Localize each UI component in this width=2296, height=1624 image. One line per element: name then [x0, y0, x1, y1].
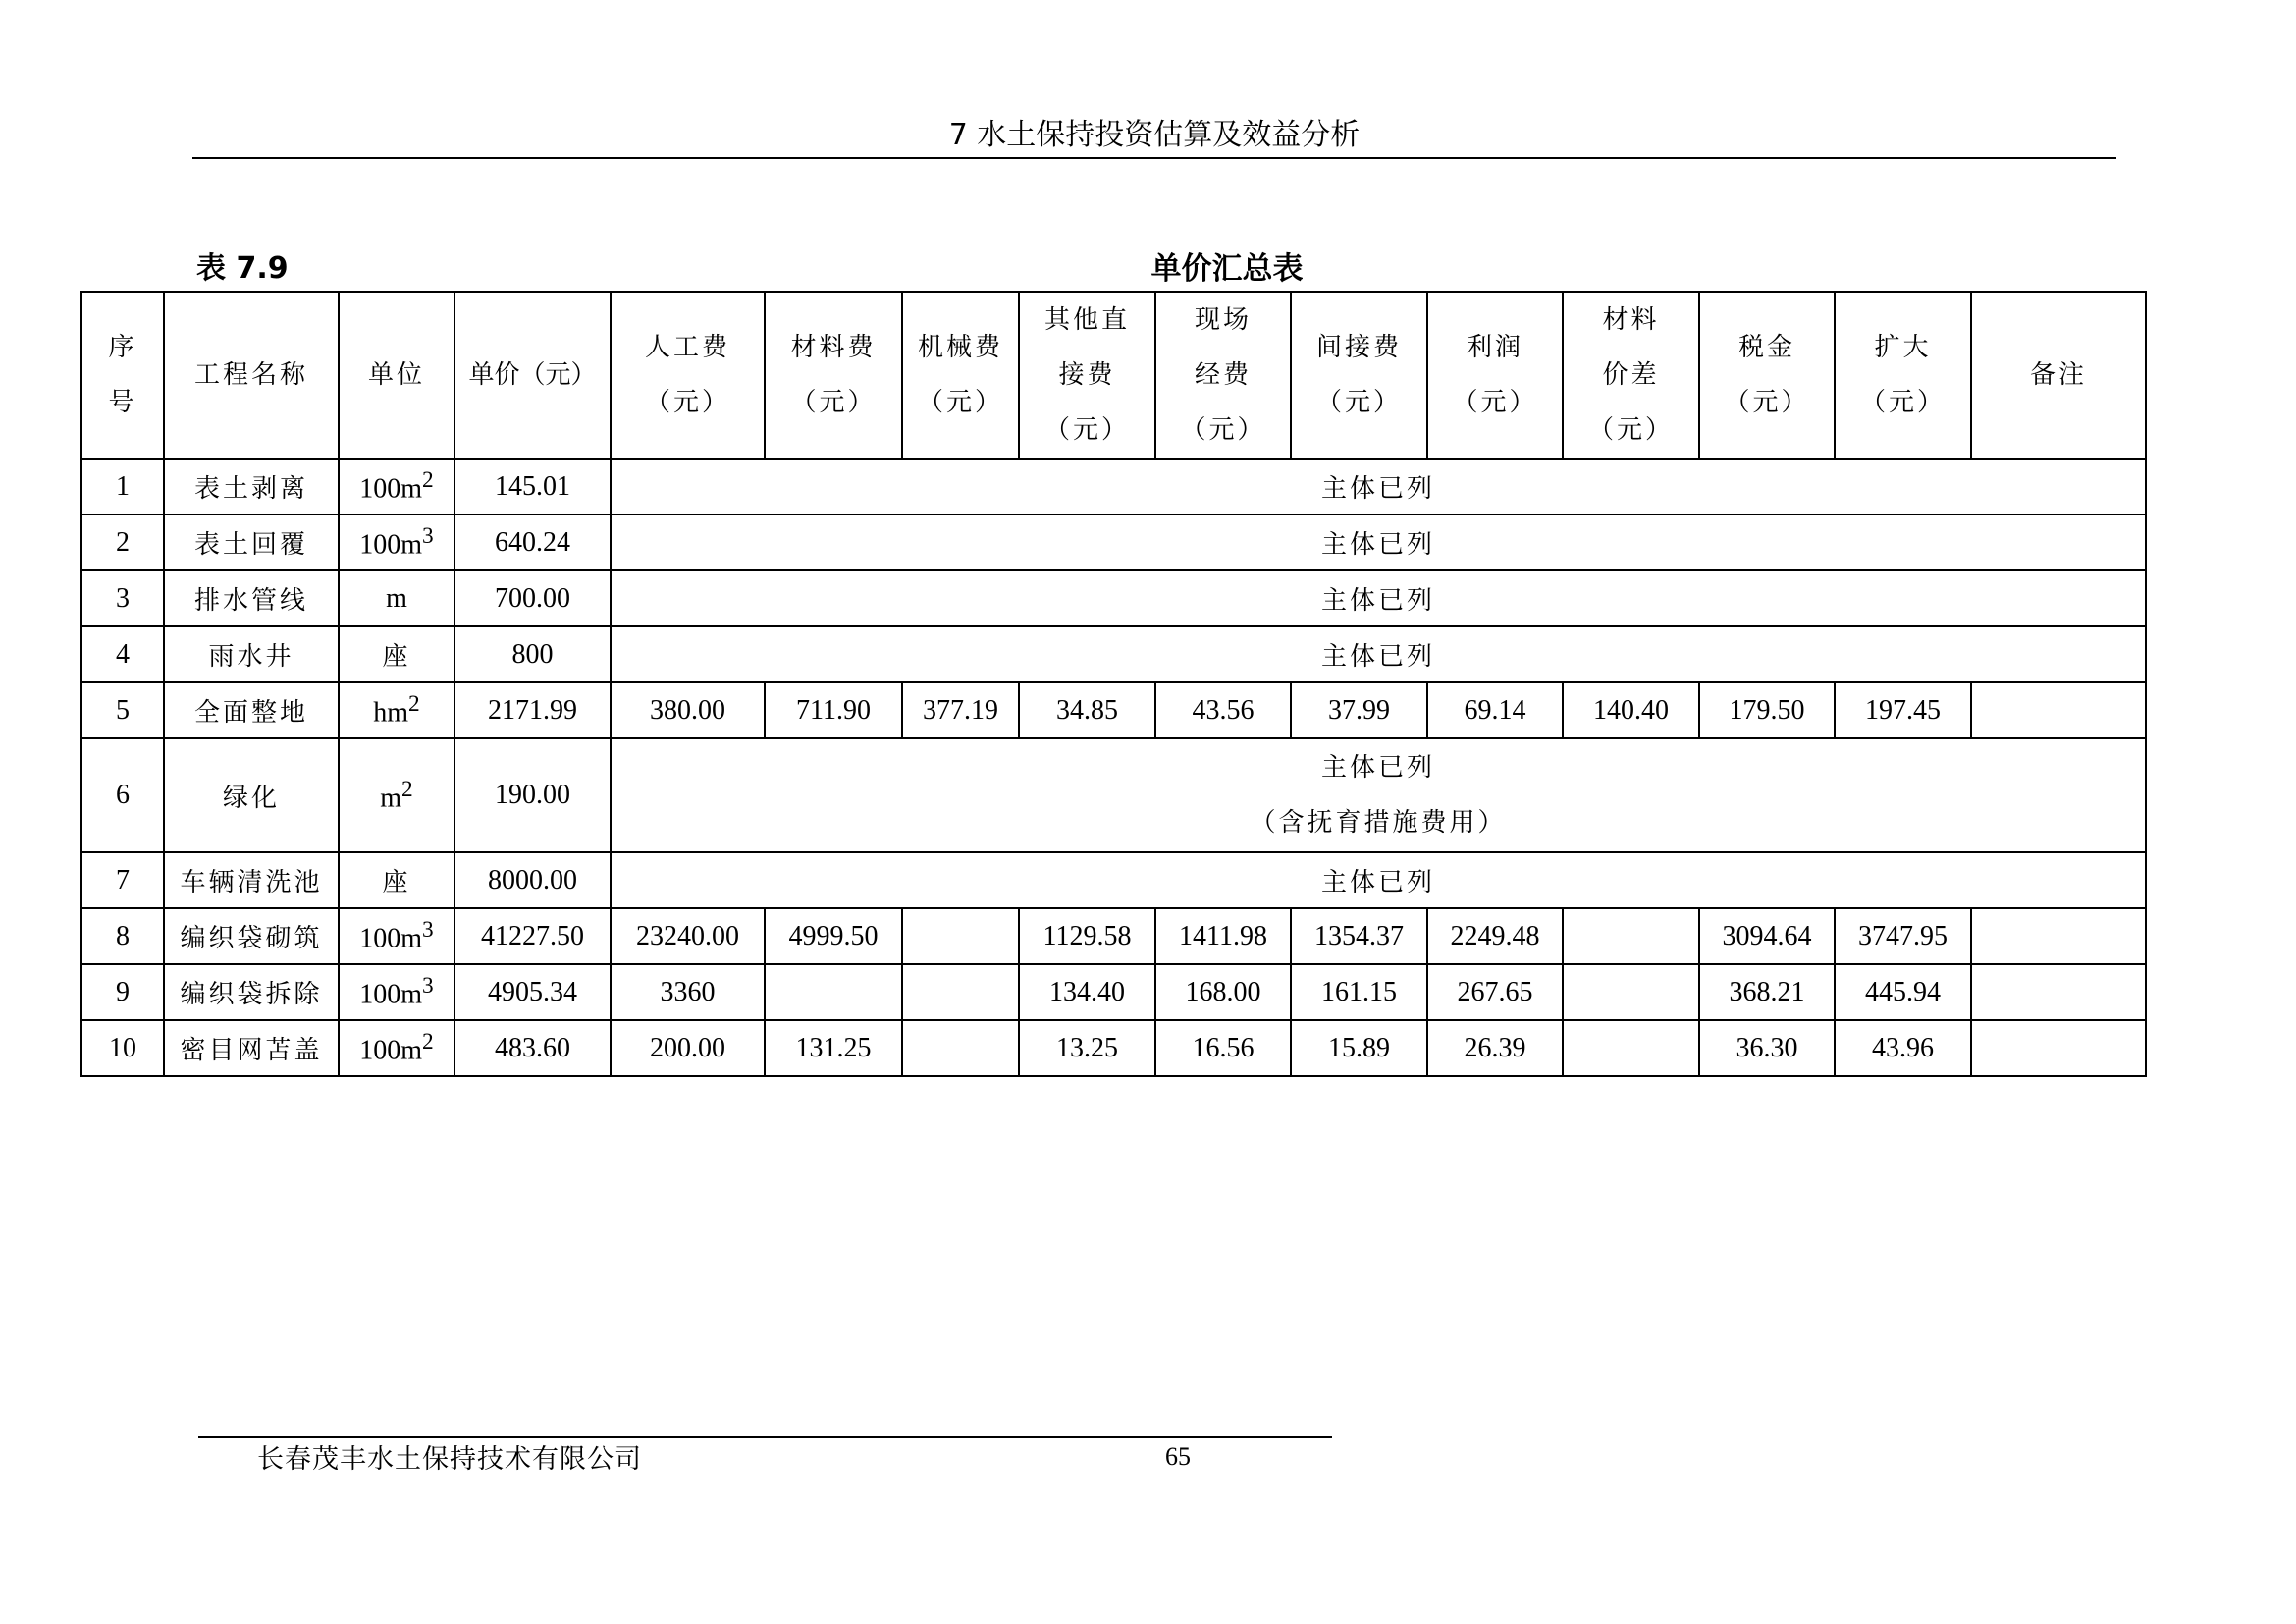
profit: 267.65: [1427, 964, 1563, 1020]
header-cell: 扩大 （元）: [1835, 292, 1971, 459]
other-direct-cost: 134.40: [1019, 964, 1155, 1020]
site-cost: 168.00: [1155, 964, 1291, 1020]
span-note: 主体已列: [611, 514, 2146, 570]
header-cell: 单位: [339, 292, 454, 459]
indirect-cost: 37.99: [1291, 682, 1427, 738]
row-number: 6: [81, 738, 164, 852]
material-cost: [765, 964, 902, 1020]
page-header-title: 7 水土保持投资估算及效益分析: [948, 118, 1361, 152]
indirect-cost: 161.15: [1291, 964, 1427, 1020]
header-cell: 其他直 接费 （元）: [1019, 292, 1155, 459]
project-name: 密目网苫盖: [164, 1020, 339, 1076]
header-cell: 材料 价差 （元）: [1563, 292, 1699, 459]
unit-price: 4905.34: [454, 964, 611, 1020]
unit-price: 145.01: [454, 459, 611, 514]
unit-cell: $100m^3$: [339, 514, 454, 570]
unit-cell: $100m^3$: [339, 908, 454, 964]
profit: 2249.48: [1427, 908, 1563, 964]
table-row: [81, 964, 2146, 1020]
tax: 179.50: [1699, 682, 1835, 738]
table-row: [81, 738, 2146, 852]
project-name: 编织袋砌筑: [164, 908, 339, 964]
span-note: 主体已列: [611, 626, 2146, 682]
header-cell: 机械费 （元）: [902, 292, 1019, 459]
machinery-cost: [902, 964, 1019, 1020]
unit-price: 41227.50: [454, 908, 611, 964]
remarks: [1971, 1020, 2146, 1076]
project-name: 表土剥离: [164, 459, 339, 514]
remarks: [1971, 964, 2146, 1020]
unit-cell: $100m^2$: [339, 1020, 454, 1076]
expansion: 445.94: [1835, 964, 1971, 1020]
unit-cell: 座: [339, 626, 454, 682]
material-price-diff: [1563, 1020, 1699, 1076]
profit: 69.14: [1427, 682, 1563, 738]
span-note-line: 主体已列: [1320, 753, 1435, 783]
row-number: 8: [81, 908, 164, 964]
unit-price: 2171.99: [454, 682, 611, 738]
project-name: 绿化: [164, 738, 339, 852]
unit-cell: $100m^2$: [339, 459, 454, 514]
row-number: 1: [81, 459, 164, 514]
header-rule: [192, 157, 2116, 159]
other-direct-cost: 34.85: [1019, 682, 1155, 738]
labor-cost: 200.00: [611, 1020, 765, 1076]
unit-cell: 座: [339, 852, 454, 908]
row-number: 2: [81, 514, 164, 570]
header-cell: 间接费 （元）: [1291, 292, 1427, 459]
project-name: 雨水井: [164, 626, 339, 682]
span-note: 主体已列: [611, 570, 2146, 626]
span-note-line: （含抚育措施费用）: [1250, 808, 1507, 838]
site-cost: 16.56: [1155, 1020, 1291, 1076]
header-cell: 现场 经费 （元）: [1155, 292, 1291, 459]
project-name: 排水管线: [164, 570, 339, 626]
remarks: [1971, 682, 2146, 738]
page-number: 65: [1165, 1442, 1191, 1471]
row-number: 5: [81, 682, 164, 738]
site-cost: 43.56: [1155, 682, 1291, 738]
table-row: [81, 459, 2146, 514]
table-header-row: [81, 292, 2146, 459]
header-cell: 工程名称: [164, 292, 339, 459]
site-cost: 1411.98: [1155, 908, 1291, 964]
table-row: [81, 626, 2146, 682]
unit-price-summary-table: [80, 291, 2147, 1077]
other-direct-cost: 1129.58: [1019, 908, 1155, 964]
span-note: 主体已列: [611, 852, 2146, 908]
material-price-diff: [1563, 908, 1699, 964]
material-cost: 131.25: [765, 1020, 902, 1076]
machinery-cost: [902, 1020, 1019, 1076]
header-cell: 备注: [1971, 292, 2146, 459]
unit-cell: $m^2$: [339, 738, 454, 852]
footer-rule: [198, 1436, 1332, 1438]
table-row: [81, 1020, 2146, 1076]
project-name: 全面整地: [164, 682, 339, 738]
table-row: [81, 682, 2146, 738]
project-name: 表土回覆: [164, 514, 339, 570]
material-price-diff: 140.40: [1563, 682, 1699, 738]
header-cell: 材料费 （元）: [765, 292, 902, 459]
machinery-cost: 377.19: [902, 682, 1019, 738]
table-caption-title: 单价汇总表: [1150, 251, 1304, 287]
unit-price: 8000.00: [454, 852, 611, 908]
labor-cost: 3360: [611, 964, 765, 1020]
row-number: 7: [81, 852, 164, 908]
machinery-cost: [902, 908, 1019, 964]
profit: 26.39: [1427, 1020, 1563, 1076]
expansion: 3747.95: [1835, 908, 1971, 964]
footer-company-name: 长春茂丰水土保持技术有限公司: [257, 1444, 642, 1475]
table-row: [81, 852, 2146, 908]
row-number: 10: [81, 1020, 164, 1076]
project-name: 编织袋拆除: [164, 964, 339, 1020]
unit-price: 483.60: [454, 1020, 611, 1076]
table-row: [81, 514, 2146, 570]
project-name: 车辆清洗池: [164, 852, 339, 908]
span-note: 主体已列: [611, 459, 2146, 514]
material-price-diff: [1563, 964, 1699, 1020]
tax: 3094.64: [1699, 908, 1835, 964]
indirect-cost: 15.89: [1291, 1020, 1427, 1076]
tax: 36.30: [1699, 1020, 1835, 1076]
unit-price: 190.00: [454, 738, 611, 852]
material-cost: 4999.50: [765, 908, 902, 964]
table-row: [81, 570, 2146, 626]
header-cell: 序 号: [81, 292, 164, 459]
row-number: 4: [81, 626, 164, 682]
unit-cell: m: [339, 570, 454, 626]
table-caption-label: 表 7.9: [196, 251, 289, 286]
remarks: [1971, 908, 2146, 964]
tax: 368.21: [1699, 964, 1835, 1020]
header-cell: 单价（元）: [454, 292, 611, 459]
unit-price: 700.00: [454, 570, 611, 626]
unit-price: 640.24: [454, 514, 611, 570]
unit-price: 800: [454, 626, 611, 682]
labor-cost: 380.00: [611, 682, 765, 738]
expansion: 43.96: [1835, 1020, 1971, 1076]
header-cell: 人工费 （元）: [611, 292, 765, 459]
expansion: 197.45: [1835, 682, 1971, 738]
indirect-cost: 1354.37: [1291, 908, 1427, 964]
table-row: [81, 908, 2146, 964]
material-cost: 711.90: [765, 682, 902, 738]
other-direct-cost: 13.25: [1019, 1020, 1155, 1076]
row-number: 9: [81, 964, 164, 1020]
row-number: 3: [81, 570, 164, 626]
labor-cost: 23240.00: [611, 908, 765, 964]
span-note: [611, 738, 2146, 852]
unit-cell: $100m^3$: [339, 964, 454, 1020]
header-cell: 税金 （元）: [1699, 292, 1835, 459]
header-cell: 利润 （元）: [1427, 292, 1563, 459]
unit-cell: $hm^2$: [339, 682, 454, 738]
